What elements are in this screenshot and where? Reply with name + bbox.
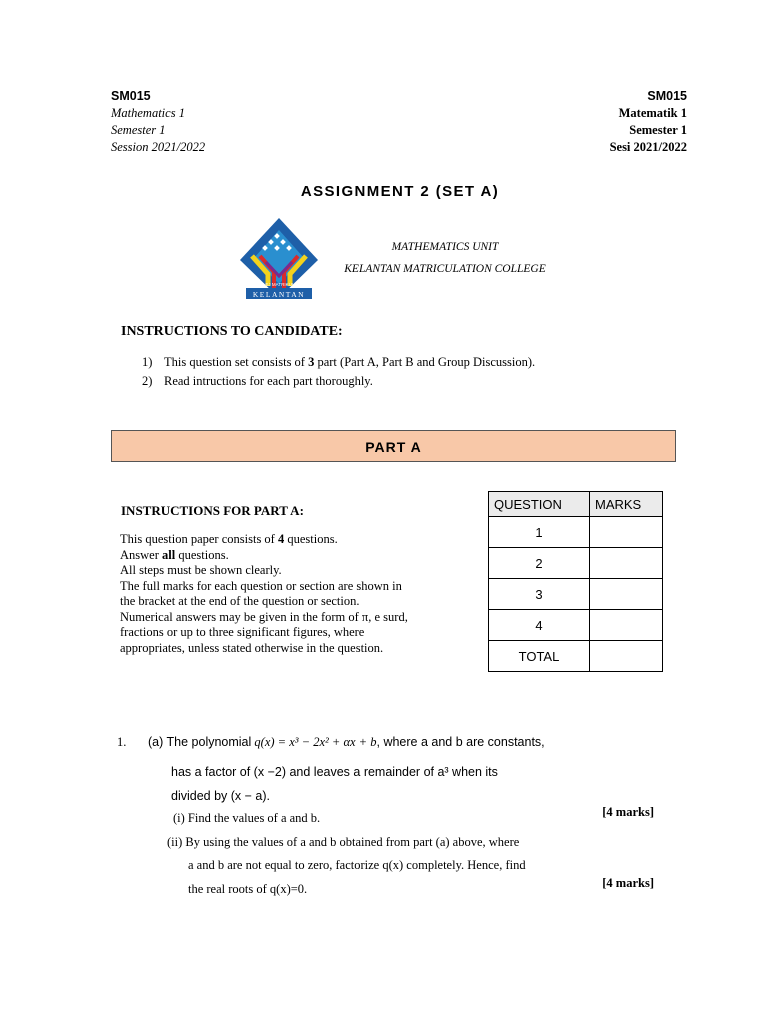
marks-cell[interactable] (590, 548, 663, 579)
course-code: SM015 (111, 89, 151, 103)
item-number: 1) (142, 355, 153, 369)
instructions-title: INSTRUCTIONS TO CANDIDATE: (121, 324, 343, 339)
marks-table (488, 491, 663, 672)
marks-cell[interactable] (590, 517, 663, 548)
pa-line: the bracket at the end of the question or section. (120, 594, 360, 608)
q1a-label: (a) The polynomial (148, 735, 252, 749)
header-question: QUESTION (489, 492, 590, 517)
q1a-rest: , where a and b are constants, (376, 735, 545, 749)
q1a-ii-line3: the real roots of q(x)=0. (188, 882, 308, 896)
part-a-banner: PART A (111, 430, 676, 462)
unit-block (330, 236, 560, 280)
table-row (489, 610, 663, 641)
instructions-list (142, 353, 535, 391)
item-text: This question set consists of (164, 355, 309, 369)
pa-line: Numerical answers may be given in the form of π, e surd, (120, 609, 408, 624)
college-logo (238, 216, 320, 300)
item-number: 2) (142, 374, 153, 388)
question-cell: 3 (489, 579, 590, 610)
header-marks: MARKS (590, 492, 663, 517)
semester: Semester 1 (111, 123, 166, 137)
page-title: ASSIGNMENT 2 (SET A) (300, 183, 500, 200)
pa-line: All steps must be shown clearly. (120, 563, 282, 577)
pa-line: Answer all questions. (120, 547, 229, 562)
part-a-instructions (120, 532, 460, 656)
subject-name-ms: Matematik 1 (618, 106, 687, 120)
logo-bottom-text: KELANTAN (252, 290, 306, 299)
q1-polynomial: q(x) = x³ − 2x² + αx + b (254, 735, 377, 749)
semester-ms: Semester 1 (629, 123, 687, 137)
q1a-i-marks: [4 marks] (602, 805, 654, 819)
q1a-ii-line2: a and b are not equal to zero, factorize q(x) completely. Hence, find (188, 858, 526, 872)
q1a-line1 (148, 735, 545, 750)
header-left (111, 88, 205, 156)
pa-line: fractions or up to three significant figures, where (120, 625, 365, 639)
table-row (489, 517, 663, 548)
course-code-ms: SM015 (647, 89, 687, 103)
unit-line1: MATHEMATICS UNIT (391, 241, 499, 253)
q1a-ii-line1: (ii) By using the values of a and b obtained from part (a) above, where (167, 835, 520, 849)
q1a-ii-marks: [4 marks] (602, 876, 654, 890)
marks-cell[interactable] (590, 610, 663, 641)
q1a-i: (i) Find the values of a and b. (173, 811, 321, 825)
table-row (489, 548, 663, 579)
item-text: part (Part A, Part B and Group Discussion). (314, 355, 536, 369)
total-cell: TOTAL (489, 641, 590, 672)
table-row (489, 579, 663, 610)
q1a-line3: divided by (x − a). (171, 789, 271, 803)
unit-line2: KELANTAN MATRICULATION COLLEGE (344, 263, 546, 275)
marks-cell[interactable] (590, 579, 663, 610)
item-bold: 3 (308, 355, 315, 369)
pa-line: This question paper consists of 4 questions. (120, 532, 338, 546)
session-ms: Sesi 2021/2022 (609, 140, 687, 154)
item-text: Read intructions for each part thoroughly. (164, 374, 373, 388)
question-cell: 4 (489, 610, 590, 641)
session: Session 2021/2022 (111, 140, 206, 154)
part-a-instructions-title: INSTRUCTIONS FOR PART A: (121, 503, 304, 518)
pa-line: appropriates, unless stated otherwise in the question. (120, 640, 384, 655)
question-number: 1. (117, 735, 127, 749)
logo-top-text: KOLEJ MATRIKULASI (256, 282, 302, 287)
pa-line: The full marks for each question or section are shown in (120, 578, 402, 593)
q1a-line2: has a factor of (x −2) and leaves a remainder of a³ when its (171, 765, 498, 779)
subject-name: Mathematics 1 (111, 106, 185, 120)
question-cell: 1 (489, 517, 590, 548)
header-right (610, 88, 687, 156)
table-row (489, 641, 663, 672)
instruction-item (142, 372, 535, 391)
marks-cell[interactable] (590, 641, 663, 672)
question-cell: 2 (489, 548, 590, 579)
instruction-item (142, 353, 535, 372)
